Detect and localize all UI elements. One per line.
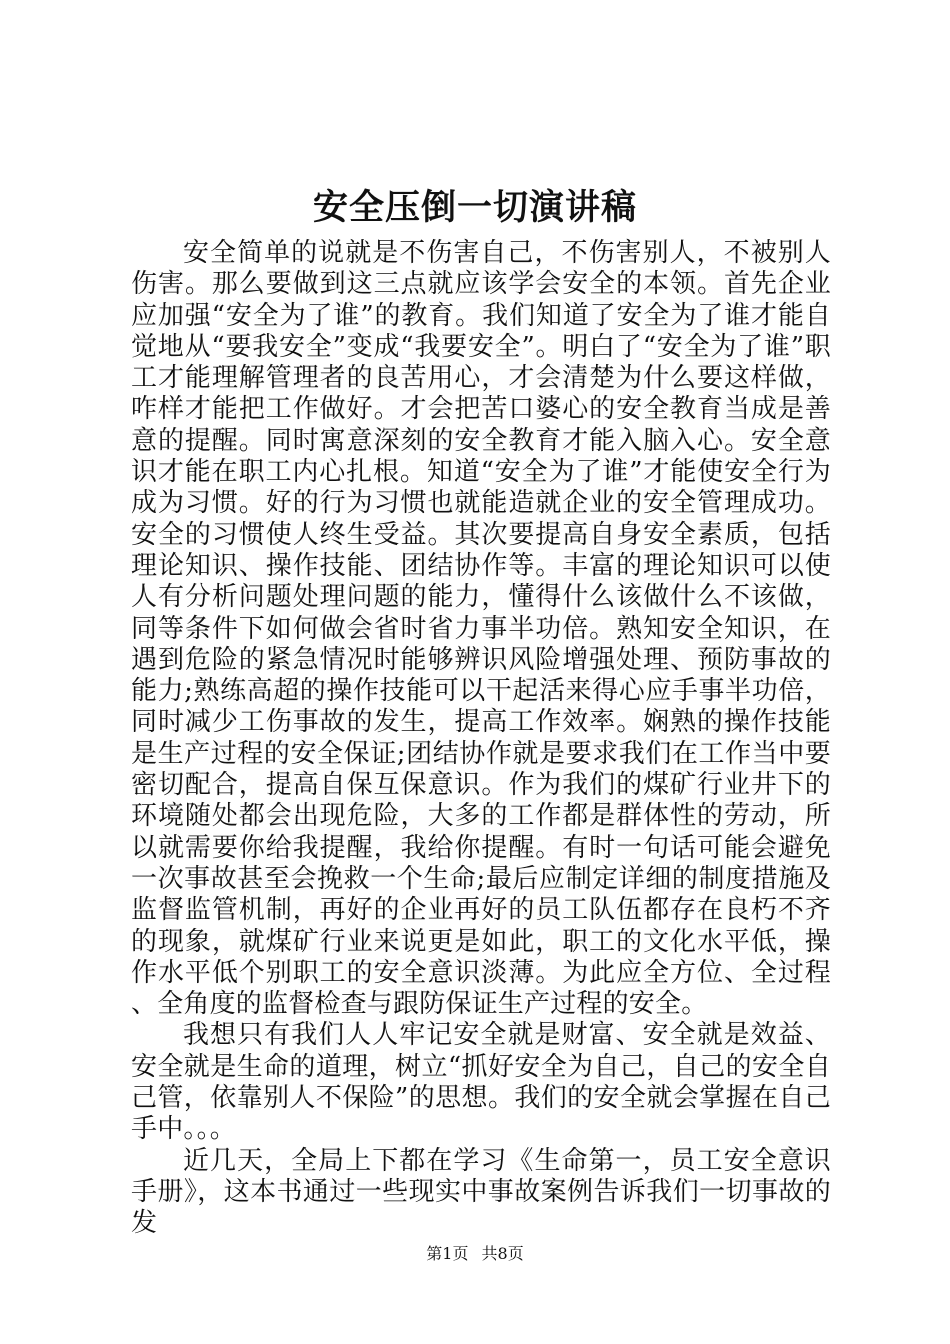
paragraph-1: 安全简单的说就是不伤害自己，不伤害别人，不被别人伤害。那么要做到这三点就应该学会安全的本领。首先企业应加强“安全为了谁”的教育。我们知道了安全为了谁才能自觉地从“要我安全”变成“我要安全”。明白了“安全为了谁”职工才能理解管理者的良苦用心，才会清楚为什么要这样做，咋样才能把工作做好。才会把苦口婆心的安全教育当成是善意的提醒。同时寓意深刻的安全教育才能入脑入心。安全意识才能在职工内心扎根。知道“安全为了谁”才能使安全行为成为习惯。好的行为习惯也就能造就企业的安全管理成功。安全的习惯使人终生受益。其次要提高自身安全素质，包括理论知识、操作技能、团结协作等。丰富的理论知识可以使人有分析问题处理问题的能力，懂得什么该做什么不该做，同等条件下如何做会省时省力事半功倍。熟知安全知识，在遇到危险的紧急情况时能够辨识风险增强处理、预防事故的能力;熟练高超的操作技能可以干起活来得心应手事半功倍，同时减少工伤事故的发生，提高工作效率。娴熟的操作技能是生产过程的安全保证;团结协作就是要求我们在工作当中要密切配合，提高自保互保意识。作为我们的煤矿行业井下的环境随处都会出现危险，大多的工作都是群体性的劳动，所以就需要你给我提醒，我给你提醒。有时一句话可能会避免一次事故甚至会挽救一个生命;最后应制定详细的制度措施及监督监管机制，再好的企业再好的员工队伍都存在良朽不齐的现象，就煤矿行业来说更是如此，职工的文化水平低，操作水平低个别职工的安全意识淡薄。为此应全方位、全过程、全角度的监督检查与跟防保证生产过程的安全。 [131, 238, 831, 1020]
document-title: 安全压倒一切演讲稿 [312, 187, 637, 228]
page-number: 第1页 [426, 1244, 469, 1263]
paragraph-2: 我想只有我们人人牢记安全就是财富、安全就是效益、安全就是生命的道理，树立“抓好安全为自己，自己的安全自己管，依靠别人不保险”的思想。我们的安全就会掌握在自己手中。。。 [131, 1020, 831, 1145]
page-footer [0, 1243, 950, 1265]
paragraph-3: 近几天，全局上下都在学习《生命第一，员工安全意识手册》，这本书通过一些现实中事故案例告诉我们一切事故的发 [131, 1145, 831, 1239]
page-total: 共8页 [481, 1244, 524, 1263]
document-body [131, 238, 831, 1240]
